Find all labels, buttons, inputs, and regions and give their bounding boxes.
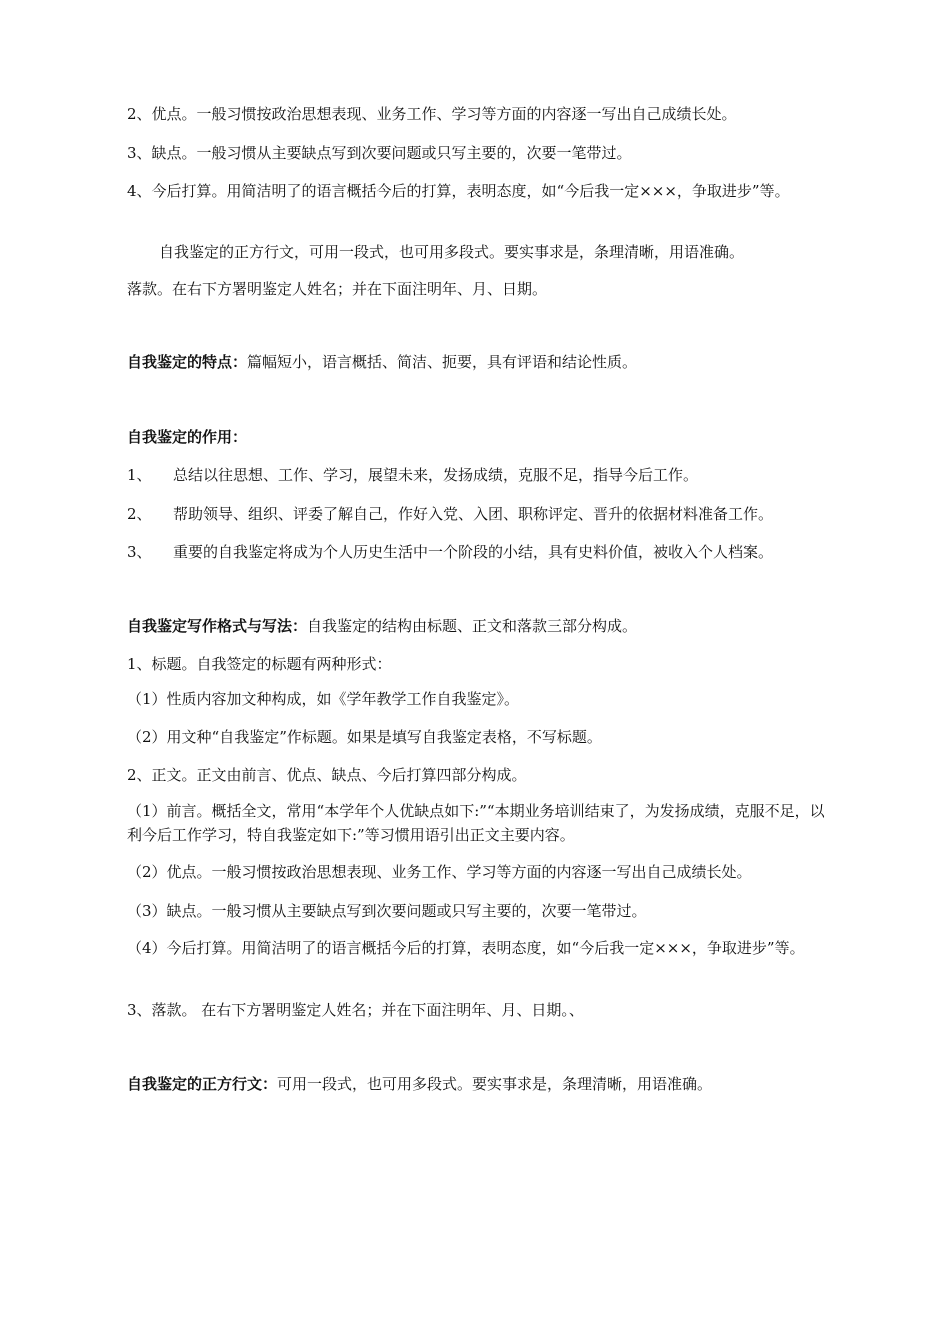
format-heading: 自我鉴定写作格式与写法： (127, 617, 308, 635)
paragraph-body-format: 自我鉴定的正方行文，可用一段式，也可用多段式。要实事求是，条理清晰，用语准确。 (159, 243, 745, 261)
format-line: （1）性质内容加文种构成，如《学年教学工作自我鉴定》。 (127, 690, 520, 708)
paragraph-signoff: 落款。在右下方署明鉴定人姓名；并在下面注明年、月、日期。 (127, 280, 548, 298)
functions-item (127, 502, 827, 526)
item-number: 3、 (127, 543, 152, 561)
paragraph-strengths: 2、优点。一般习惯按政治思想表现、业务工作、学习等方面的内容逐一写出自己成绩长处。 (127, 105, 737, 123)
layout-section (127, 1072, 827, 1096)
format-line: （2）优点。一般习惯按政治思想表现、业务工作、学习等方面的内容逐一写出自己成绩长处。 (127, 863, 752, 881)
functions-item (127, 540, 827, 564)
format-text: 自我鉴定的结构由标题、正文和落款三部分构成。 (307, 617, 638, 635)
format-line: 2、正文。正文由前言、优点、缺点、今后打算四部分构成。 (127, 766, 527, 784)
format-section (127, 614, 827, 638)
features-text: 篇幅短小，语言概括、简洁、扼要，具有评语和结论性质。 (247, 353, 638, 371)
format-line: （4）今后打算。用简洁明了的语言概括今后的打算，表明态度，如“今后我一定×××，争取进步”等。 (127, 939, 805, 957)
format-line: 3、落款。 在右下方署明鉴定人姓名；并在下面注明年、月、日期。、 (127, 1001, 584, 1019)
paragraph-weaknesses: 3、缺点。一般习惯从主要缺点写到次要问题或只写主要的，次要一笔带过。 (127, 144, 632, 162)
format-line: （3）缺点。一般习惯从主要缺点写到次要问题或只写主要的，次要一笔带过。 (127, 902, 647, 920)
item-text: 总结以往思想、工作、学习，展望未来，发扬成绩，克服不足，指导今后工作。 (173, 466, 699, 484)
format-line: （1）前言。概括全文，常用“本学年个人优缺点如下:”“本期业务培训结束了，为发扬成绩，克服不足，以利今后工作学习，特自我鉴定如下:”等习惯用语引出正文主要内容。 (127, 802, 825, 844)
item-number: 1、 (127, 466, 152, 484)
features-heading: 自我鉴定的特点： (127, 353, 248, 371)
item-number: 2、 (127, 505, 152, 523)
format-line: （2）用文种“自我鉴定”作标题。如果是填写自我鉴定表格，不写标题。 (127, 728, 602, 746)
layout-text: 可用一段式，也可用多段式。要实事求是，条理清晰，用语准确。 (277, 1075, 713, 1093)
functions-heading: 自我鉴定的作用： (127, 428, 248, 446)
features-section (127, 350, 827, 374)
paragraph-plans: 4、今后打算。用简洁明了的语言概括今后的打算，表明态度，如“今后我一定×××，争取进步”等。 (127, 182, 790, 200)
item-text: 帮助领导、组织、评委了解自己，作好入党、入团、职称评定、晋升的依据材料准备工作。 (173, 505, 774, 523)
functions-item (127, 463, 827, 487)
format-line: 1、标题。自我签定的标题有两种形式： (127, 655, 392, 673)
item-text: 重要的自我鉴定将成为个人历史生活中一个阶段的小结，具有史料价值，被收入个人档案。 (173, 543, 774, 561)
layout-heading: 自我鉴定的正方行文： (127, 1075, 278, 1093)
